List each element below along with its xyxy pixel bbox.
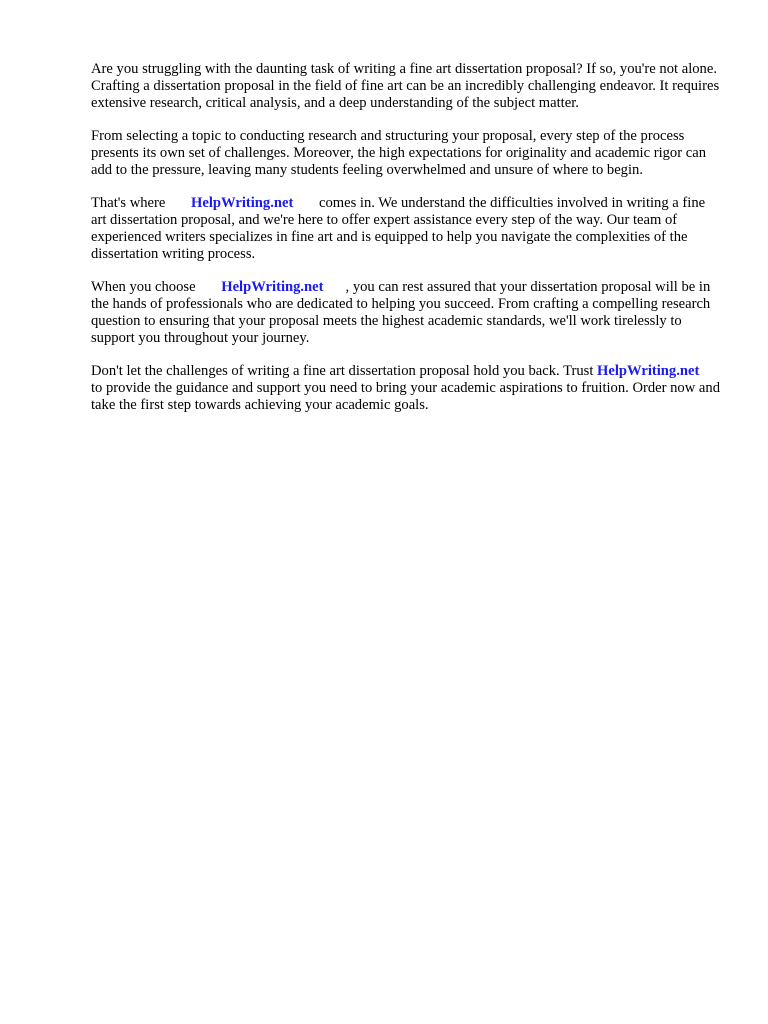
paragraph-when-you-choose (91, 279, 723, 347)
paragraph-when-you-choose-after: , you can rest assured that your dissertation proposal will be in the hands of professionals who are dedicated to helping you succeed. From crafting a compelling research question to ensuring that your proposal meets the highest academic standards, we'll work tirelessly to support you throughout your journey. (91, 279, 711, 346)
paragraph-trust-before: Don't let the challenges of writing a fine art dissertation proposal hold you back. Trust (91, 363, 594, 379)
helpwriting-link[interactable]: HelpWriting.net (597, 363, 700, 379)
paragraph-trust-after: to provide the guidance and support you need to bring your academic aspirations to fruition. Order now and take the first step towards achieving your academic goals. (91, 380, 720, 413)
paragraph-challenges-text: From selecting a topic to conducting research and structuring your proposal, every step of the process presents its own set of challenges. Moreover, the high expectations for originality and academic rigor can add to the pressure, leaving many students feeling overwhelmed and unsure of where to begin. (91, 128, 706, 178)
paragraph-challenges (91, 128, 723, 179)
paragraph-intro-text: Are you struggling with the daunting task of writing a fine art dissertation proposal? If so, you're not alone. Crafting a dissertation proposal in the field of fine art can be an incredibly challenging endeavor. It requires extensive research, critical analysis, and a deep understanding of the subject matter. (91, 61, 720, 111)
paragraph-trust (91, 363, 723, 414)
paragraph-thats-where-before: That's where (91, 195, 166, 211)
paragraph-when-you-choose-before: When you choose (91, 279, 196, 295)
paragraph-thats-where (91, 195, 723, 263)
paragraph-intro (91, 61, 723, 112)
paragraph-thats-where-after: comes in. We understand the difficulties involved in writing a fine art dissertation proposal, and we're here to offer expert assistance every step of the way. Our team of experienced writers specializes in fine art and is equipped to help you navigate the complexities of the dissertation writing process. (91, 195, 706, 262)
document-body (91, 61, 723, 430)
helpwriting-link[interactable]: HelpWriting.net (221, 279, 324, 295)
helpwriting-link[interactable]: HelpWriting.net (191, 195, 294, 211)
